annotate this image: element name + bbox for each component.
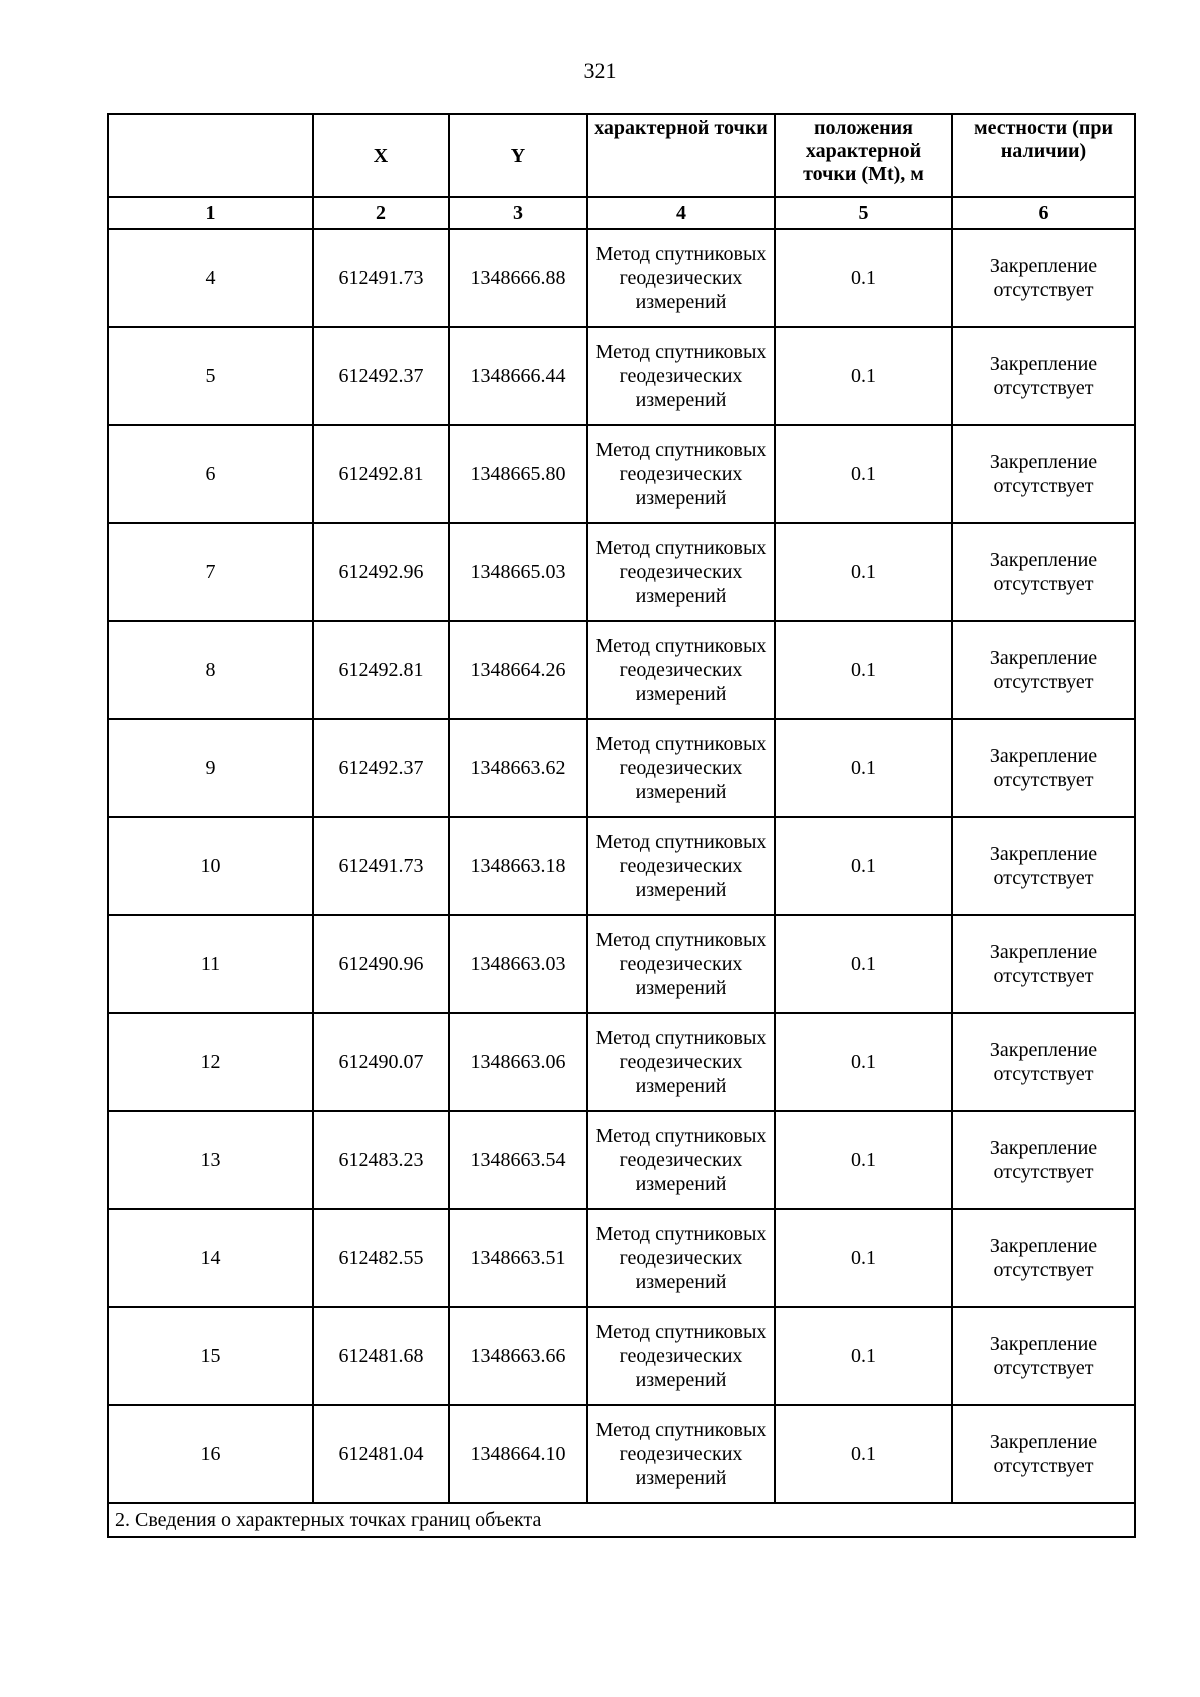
cell-marking: Закрепление отсутствует xyxy=(952,621,1135,719)
cell-point-number: 7 xyxy=(108,523,313,621)
table-row xyxy=(108,1013,1135,1111)
table-row xyxy=(108,1405,1135,1503)
cell-marking: Закрепление отсутствует xyxy=(952,1209,1135,1307)
cell-marking: Закрепление отсутствует xyxy=(952,1307,1135,1405)
cell-marking: Закрепление отсутствует xyxy=(952,425,1135,523)
table-row xyxy=(108,915,1135,1013)
cell-accuracy: 0.1 xyxy=(775,327,952,425)
coordinates-table xyxy=(107,113,1136,1538)
cell-accuracy: 0.1 xyxy=(775,1209,952,1307)
column-number-row xyxy=(108,197,1135,229)
table-row xyxy=(108,425,1135,523)
cell-y-coordinate: 1348666.44 xyxy=(449,327,587,425)
cell-accuracy: 0.1 xyxy=(775,915,952,1013)
cell-x-coordinate: 612492.96 xyxy=(313,523,449,621)
cell-x-coordinate: 612490.07 xyxy=(313,1013,449,1111)
column-number: 4 xyxy=(587,197,775,229)
table-row xyxy=(108,817,1135,915)
table-row xyxy=(108,523,1135,621)
cell-method: Метод спутниковых геодезических измерений xyxy=(587,425,775,523)
cell-y-coordinate: 1348664.10 xyxy=(449,1405,587,1503)
cell-marking: Закрепление отсутствует xyxy=(952,915,1135,1013)
cell-marking: Закрепление отсутствует xyxy=(952,229,1135,327)
column-number: 1 xyxy=(108,197,313,229)
header-cell-method: характерной точки xyxy=(587,114,775,197)
cell-method: Метод спутниковых геодезических измерений xyxy=(587,327,775,425)
cell-x-coordinate: 612492.37 xyxy=(313,719,449,817)
cell-y-coordinate: 1348663.54 xyxy=(449,1111,587,1209)
cell-x-coordinate: 612481.04 xyxy=(313,1405,449,1503)
cell-method: Метод спутниковых геодезических измерений xyxy=(587,1209,775,1307)
cell-marking: Закрепление отсутствует xyxy=(952,1111,1135,1209)
cell-method: Метод спутниковых геодезических измерений xyxy=(587,817,775,915)
cell-x-coordinate: 612483.23 xyxy=(313,1111,449,1209)
cell-method: Метод спутниковых геодезических измерений xyxy=(587,1111,775,1209)
cell-x-coordinate: 612490.96 xyxy=(313,915,449,1013)
cell-x-coordinate: 612481.68 xyxy=(313,1307,449,1405)
table-row xyxy=(108,1209,1135,1307)
cell-point-number: 12 xyxy=(108,1013,313,1111)
cell-point-number: 13 xyxy=(108,1111,313,1209)
cell-point-number: 16 xyxy=(108,1405,313,1503)
cell-point-number: 5 xyxy=(108,327,313,425)
column-number: 6 xyxy=(952,197,1135,229)
cell-accuracy: 0.1 xyxy=(775,523,952,621)
cell-y-coordinate: 1348664.26 xyxy=(449,621,587,719)
cell-method: Метод спутниковых геодезических измерений xyxy=(587,523,775,621)
header-cell-y: Y xyxy=(449,114,587,197)
cell-y-coordinate: 1348663.06 xyxy=(449,1013,587,1111)
cell-point-number: 6 xyxy=(108,425,313,523)
column-number: 3 xyxy=(449,197,587,229)
table-row xyxy=(108,229,1135,327)
table-body xyxy=(108,229,1135,1503)
table-row xyxy=(108,1307,1135,1405)
cell-y-coordinate: 1348665.03 xyxy=(449,523,587,621)
cell-x-coordinate: 612492.81 xyxy=(313,621,449,719)
cell-marking: Закрепление отсутствует xyxy=(952,719,1135,817)
cell-x-coordinate: 612482.55 xyxy=(313,1209,449,1307)
column-number: 2 xyxy=(313,197,449,229)
cell-accuracy: 0.1 xyxy=(775,1013,952,1111)
column-number: 5 xyxy=(775,197,952,229)
cell-y-coordinate: 1348663.03 xyxy=(449,915,587,1013)
cell-method: Метод спутниковых геодезических измерений xyxy=(587,229,775,327)
table-row xyxy=(108,621,1135,719)
cell-point-number: 4 xyxy=(108,229,313,327)
cell-accuracy: 0.1 xyxy=(775,1405,952,1503)
cell-y-coordinate: 1348663.66 xyxy=(449,1307,587,1405)
cell-accuracy: 0.1 xyxy=(775,719,952,817)
cell-method: Метод спутниковых геодезических измерений xyxy=(587,915,775,1013)
cell-accuracy: 0.1 xyxy=(775,229,952,327)
cell-marking: Закрепление отсутствует xyxy=(952,1405,1135,1503)
header-cell-accuracy: положения характерной точки (Mt), м xyxy=(775,114,952,197)
cell-marking: Закрепление отсутствует xyxy=(952,523,1135,621)
header-cell-marking: местности (при наличии) xyxy=(952,114,1135,197)
cell-point-number: 14 xyxy=(108,1209,313,1307)
header-cell-x: X xyxy=(313,114,449,197)
table-row xyxy=(108,719,1135,817)
table-header-row xyxy=(108,114,1135,197)
cell-accuracy: 0.1 xyxy=(775,1111,952,1209)
cell-y-coordinate: 1348663.62 xyxy=(449,719,587,817)
cell-point-number: 15 xyxy=(108,1307,313,1405)
cell-marking: Закрепление отсутствует xyxy=(952,817,1135,915)
section-title: 2. Сведения о характерных точках границ объекта xyxy=(108,1503,1135,1537)
cell-point-number: 10 xyxy=(108,817,313,915)
cell-point-number: 8 xyxy=(108,621,313,719)
cell-point-number: 11 xyxy=(108,915,313,1013)
cell-accuracy: 0.1 xyxy=(775,817,952,915)
table-row xyxy=(108,1111,1135,1209)
cell-method: Метод спутниковых геодезических измерений xyxy=(587,1405,775,1503)
page-number: 321 xyxy=(583,58,617,83)
cell-accuracy: 0.1 xyxy=(775,621,952,719)
cell-x-coordinate: 612491.73 xyxy=(313,817,449,915)
cell-y-coordinate: 1348665.80 xyxy=(449,425,587,523)
cell-y-coordinate: 1348666.88 xyxy=(449,229,587,327)
section-footer-row xyxy=(108,1503,1135,1537)
cell-x-coordinate: 612491.73 xyxy=(313,229,449,327)
cell-marking: Закрепление отсутствует xyxy=(952,327,1135,425)
cell-method: Метод спутниковых геодезических измерений xyxy=(587,1307,775,1405)
cell-method: Метод спутниковых геодезических измерений xyxy=(587,719,775,817)
cell-y-coordinate: 1348663.51 xyxy=(449,1209,587,1307)
cell-x-coordinate: 612492.37 xyxy=(313,327,449,425)
cell-method: Метод спутниковых геодезических измерений xyxy=(587,621,775,719)
cell-accuracy: 0.1 xyxy=(775,1307,952,1405)
cell-point-number: 9 xyxy=(108,719,313,817)
cell-accuracy: 0.1 xyxy=(775,425,952,523)
header-cell-point xyxy=(108,114,313,197)
cell-method: Метод спутниковых геодезических измерений xyxy=(587,1013,775,1111)
cell-x-coordinate: 612492.81 xyxy=(313,425,449,523)
cell-y-coordinate: 1348663.18 xyxy=(449,817,587,915)
cell-marking: Закрепление отсутствует xyxy=(952,1013,1135,1111)
table-row xyxy=(108,327,1135,425)
